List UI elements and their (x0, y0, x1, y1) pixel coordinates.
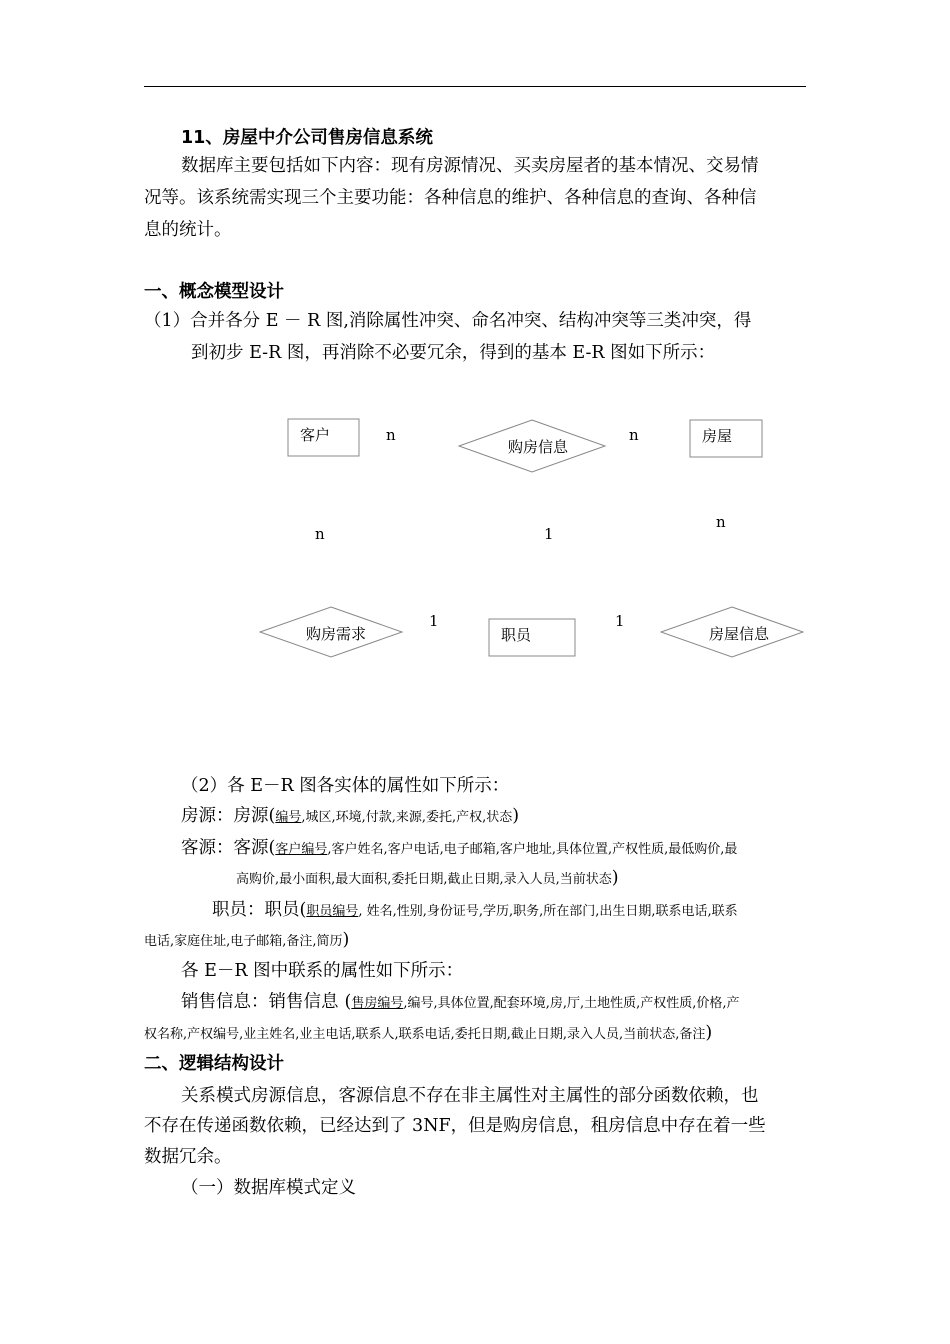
attr-staff: 职员：职员(职员编号, 姓名,性别,身份证号,学历,职务,所在部门,出生日期,联系电话,联系 (212, 900, 738, 920)
entity-staff-label: 职员 (501, 626, 532, 644)
cardinality-label: n (716, 513, 726, 531)
relation-purchase-info-label: 购房信息 (508, 438, 569, 456)
cardinality-label: 1 (544, 525, 554, 543)
relation-purchase-demand-label: 购房需求 (306, 625, 367, 643)
attr-customer-source: 客源：客源(客户编号,客户姓名,客户电话,电子邮箱,客户地址,具体位置,产权性质,最低购价,最 (181, 838, 738, 858)
cardinality-label: n (315, 525, 325, 543)
paragraph-line: 数据冗余。 (144, 1147, 232, 1167)
relation-attributes-intro: 各 E－R 图中联系的属性如下所示： (181, 961, 464, 981)
intro-line: 息的统计。 (144, 220, 232, 240)
heading-logical-design: 二、逻辑结构设计 (144, 1054, 284, 1074)
relation-house-info-label: 房屋信息 (709, 625, 770, 643)
cardinality-label: 1 (615, 612, 625, 630)
attr-sales-info: 销售信息：销售信息 (售房编号,编号,具体位置,配套环境,房,厅,土地性质,产权性质,价格,产 (181, 992, 740, 1012)
cardinality-label: 1 (429, 612, 439, 630)
paragraph-line: 不存在传递函数依赖，已经达到了 3NF，但是购房信息，租房信息中存在着一些 (144, 1116, 766, 1136)
attr-customer-source-cont: 高购价,最小面积,最大面积,委托日期,截止日期,录入人员,当前状态) (236, 868, 619, 888)
intro-line: 数据库主要包括如下内容：现有房源情况、买卖房屋者的基本情况、交易情 (181, 156, 759, 176)
paragraph-line: 到初步 E-R 图，再消除不必要冗余，得到的基本 E-R 图如下所示： (191, 343, 716, 363)
cardinality-label: n (629, 426, 639, 444)
paragraph-line: （1）合并各分 E － R 图,消除属性冲突、命名冲突、结构冲突等三类冲突，得 (144, 311, 752, 331)
attributes-intro: （2）各 E－R 图各实体的属性如下所示： (181, 776, 510, 796)
attr-house-source: 房源：房源(编号,城区,环境,付款,来源,委托,产权,状态) (181, 806, 520, 826)
cardinality-label: n (386, 426, 396, 444)
heading-conceptual-design: 一、概念模型设计 (144, 282, 284, 302)
attr-staff-cont: 电话,家庭住址,电子邮箱,备注,简历) (144, 930, 350, 950)
attr-sales-info-cont: 权名称,产权编号,业主姓名,业主电话,联系人,联系电话,委托日期,截止日期,录入人员,当前状态,备注) (144, 1023, 713, 1043)
entity-house-label: 房屋 (702, 427, 733, 445)
section-title: 11、房屋中介公司售房信息系统 (181, 128, 433, 148)
paragraph-line: 关系模式房源信息，客源信息不存在非主属性对主属性的部分函数依赖，也 (181, 1086, 759, 1106)
intro-line: 况等。该系统需实现三个主要功能：各种信息的维护、各种信息的查询、各种信 (144, 188, 757, 208)
subheading-schema-definition: （一）数据库模式定义 (181, 1178, 356, 1198)
entity-customer-label: 客户 (300, 426, 331, 444)
